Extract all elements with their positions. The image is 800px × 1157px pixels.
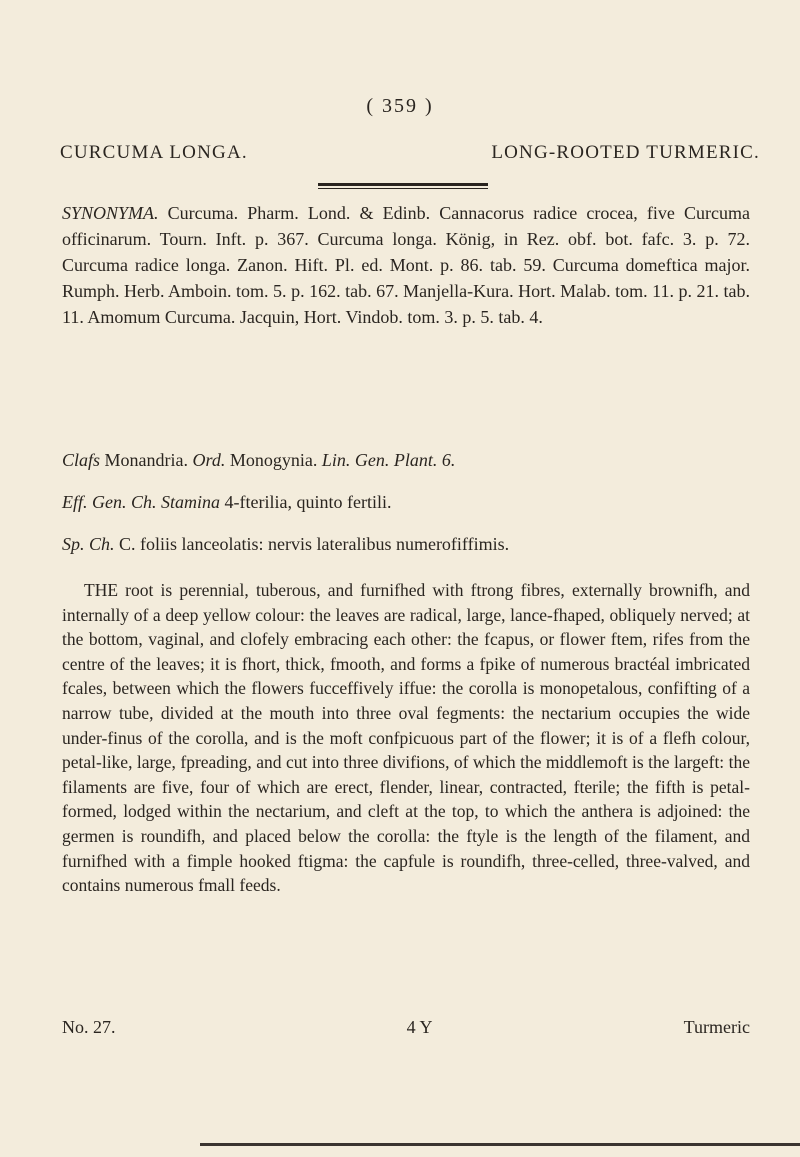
page-edge-line bbox=[200, 1143, 800, 1146]
catchword: Turmeric bbox=[683, 1017, 750, 1037]
synonyma-text: Curcuma. Pharm. Lond. & Edinb. Cannacorus radice crocea, five Curcuma officinarum. Tourn. Inft. p. 367. Curcuma longa. König, in Rez. obf. bot. fafc. 3. p. 72. Curcuma radice longa. Zanon. Hift. Pl. ed. Mont. p. 86. tab. 59. Curcuma domeftica major. Rumph. Herb. Amboin. tom. 5. p. 162. tab. 67. Manjella-Kura. Hort. Malab. tom. 11. p. 21. tab. 11. Amomum Curcuma. Jacquin, Hort. Vindob. tom. 3. p. 5. tab. 4. bbox=[62, 203, 751, 327]
signature-mark: 4 Y bbox=[406, 1017, 433, 1037]
specific-value: C. foliis lanceolatis: nervis lateralibus numerofiffimis. bbox=[119, 534, 510, 554]
description-paragraph: THE root is perennial, tuberous, and furnifhed with ftrong fibres, externally brownifh, and internally of a deep yellow colour: the leaves are radical, large, lance-fhaped, obliquely nerved; at the bottom, vaginal, and clofely embracing each other: the fcapus, or flower ftem, rifes from the centre of the leaves; it is fhort, thick, fmooth, and forms a fpike of numerous bractéal imbricated fcales, between which the flowers fucceffively iffue: the corolla is monopetalous, confifting of a narrow tube, divided at the mouth into three oval fegments: the nectarium occupies the wide under-finus of the corolla, and is the moft confpicuous part of the flower; it is of a flefh colour, petal-like, large, fpreading, and cut into three divifions, of which the middlemoft is the largeft: the filaments are five, four of which are erect, flender, linear, contracted, fterile; the fifth is petal-formed, lodged within the nectarium, and cleft at the top, to which the anthera is adjoined: the germen is roundifh, and placed below the corolla: the ftyle is the length of the filament, and furnifhed with a fimple hooked ftigma: the capfule is roundifh, three-celled, three-valved, and contains numerous fmall feeds. bbox=[62, 580, 750, 896]
page-footer bbox=[62, 1017, 750, 1038]
class-value: Monandria. bbox=[104, 450, 188, 470]
class-label: Clafs bbox=[62, 450, 101, 470]
class-line bbox=[62, 447, 750, 473]
synonyma-paragraph bbox=[62, 200, 750, 330]
common-name: LONG-ROOTED TURMERIC. bbox=[491, 142, 760, 163]
essential-character-line bbox=[62, 489, 750, 515]
plate-number: No. 27. bbox=[62, 1017, 116, 1037]
order-label: Ord. bbox=[192, 450, 226, 470]
ornamental-rule bbox=[318, 183, 488, 190]
page-heading bbox=[60, 142, 760, 164]
essential-label: Eff. Gen. Ch. bbox=[62, 492, 157, 512]
stamina-label: Stamina bbox=[161, 492, 221, 512]
page-number: ( 359 ) bbox=[366, 95, 434, 117]
order-value: Monogynia. bbox=[229, 450, 318, 470]
essential-value: 4-fterilia, quinto fertili. bbox=[224, 492, 392, 512]
specific-label: Sp. Ch. bbox=[62, 534, 115, 554]
latin-name: CURCUMA LONGA. bbox=[60, 142, 248, 163]
specific-character-line bbox=[62, 531, 750, 557]
class-reference: Lin. Gen. Plant. 6. bbox=[321, 450, 456, 470]
synonyma-label: SYNONYMA. bbox=[62, 203, 159, 223]
